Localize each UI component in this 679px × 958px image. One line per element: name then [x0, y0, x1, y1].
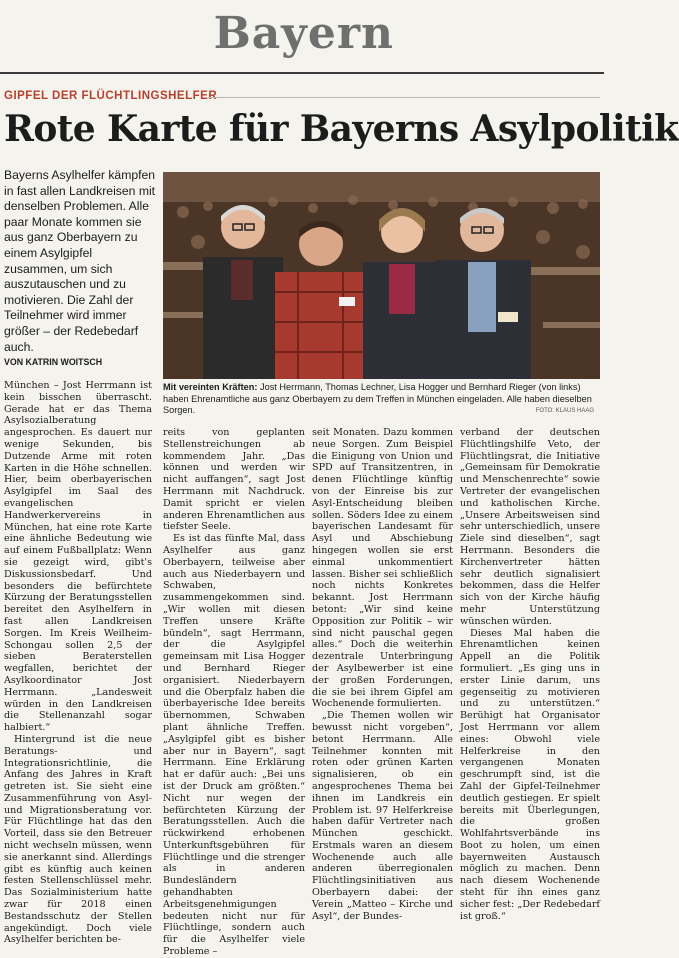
kicker-rule [208, 97, 600, 98]
article-column-2 [163, 427, 305, 958]
article-kicker: GIPFEL DER FLÜCHTLINGSHELFER [4, 90, 218, 102]
column-paragraph: Dieses Mal haben die Ehrenamtlichen keinen Appell an die Politik formuliert. „Es ging uns in erster Linie darum, uns gegenseitig zu motivieren und zu unterstützen.“ Berühigt hat Organisator Jost Herrmann vor allem eines: Obwohl viele Helferkreise in den vergangenen Monaten geschrumpft sind, ist die Zahl der Gipfel-Teilnehmer deutlich gestiegen. Er spielt bereits mit Überlegungen, die großen Wohlfahrtsverbände ins Boot zu holen, um einen bayernweiten Austausch möglich zu machen. Denn nach diesem Wochenende steht für ihn eines ganz sicher fest: „Der Redebedarf ist groß.“ [460, 627, 600, 922]
column-paragraph: reits von geplanten Stellenstreichungen ab kommendem Jahr. „Das können und werden wir nicht auffangen“, sagt Jost Herrmann mit Nachdruck. Damit spricht er vielen anderen Ehrenamtlichen aus tiefster Seele. [163, 427, 305, 533]
article-byline: VON KATRIN WOITSCH [4, 357, 103, 367]
column-paragraph: Hintergrund ist die neue Beratungs- und Integrationsrichtlinie, die Anfang des Jahres in Kraft getreten ist. Sie sieht eine Zusammenführung von Asyl- und Migrationsberatung vor. Für Flüchtlinge hat das den Vorteil, dass sie den Betreuer nicht wechseln müssen, wenn sie anerkannt sind. Allerdings gibt es künftig auch keinen festen Stellenschlüssel mehr. Das Sozialministerium hatte zwar für 2018 einen Bestandsschutz der Stellen angekündigt. Doch viele Asylhelfer berichten be- [4, 733, 152, 946]
column-paragraph: Es ist das fünfte Mal, dass Asylhelfer aus ganz Oberbayern, teilweise aber auch aus Niederbayern und Schwaben, zusammengekommen sind. „Wir wollen mit diesen Treffen unsere Kräfte bündeln“, sagt Herrmann, der die Asylgipfel gemeinsam mit Lisa Hogger und Bernhard Rieger organisiert. Niederbayern und die Oberpfalz haben die überbayerische Idee bereits übernommen, Schwaben plant ähnliche Treffen. „Asylgipfel gibt es bisher aber nur in Bayern“, sagt Herrmann. Eine Erklärung hat er dafür auch: „Bei uns ist der Druck am größten.“ Nicht nur wegen der befürchteten Kürzung der Beratungsstellen. Auch die rückwirkend erhobenen Unterkunftsgebühren für Flüchtlinge und die strenger als in anderen Bundesländern gehandhabten Arbeitsgenehmigungen bedeuten nicht nur für Flüchtlinge, sondern auch für die Asylhelfer viele Probleme – [163, 533, 305, 958]
column-paragraph: „Die Themen wollen wir bewusst nicht vorgeben“, betont Herrmann. Alle Teilnehmer konnten mit roten oder grünen Karten signalisieren, ob ein angesprochenes Thema bei ihnen im Landkreis ein Problem ist. 97 Helferkreise haben dafür Vertreter nach München geschickt. Erstmals waren an diesem Wochenende auch alle anderen überregionalen Flüchtlingsinitiativen aus Oberbayern dabei: der Verein „Matteo – Kirche und Asyl“, der Bundes- [312, 710, 453, 922]
section-header [0, 0, 604, 74]
column-paragraph: München – Jost Herrmann ist kein bisschen überrascht. Gerade hat er das Thema Asylsozialberatung angesprochen. Es dauert nur wenige Sekunden, bis Dutzende Arme mit roten Karten in die Höhe schnellen. Hier, beim oberbayerischen Asylgipfel im Saal des evangelischen Handwerkervereins in München, hat eine rote Karte eine ähnliche Bedeutung wie auf einem Fußballplatz: Wenn sie gezeigt wird, gibt's Diskussionsbedarf. Und besonders die befürchtete Kürzung der Beratungsstellen bereitet den Asylhelfern in fast allen Landkreisen Sorgen. Im Kreis Weilheim-Schongau sollen 2,5 der sieben Beraterstellen wegfallen, berichtet der Asylkoordinator Jost Herrmann. „Landesweit würden in den Landkreisen die Stellenanzahl sogar halbiert.“ [4, 380, 152, 734]
caption-bold: Mit vereinten Kräften: [163, 382, 258, 392]
photo-credit: FOTO: KLAUS HAAG [535, 408, 594, 414]
article-lead: Bayerns Asylhelfer kämpfen in fast allen Landkreisen mit denselben Problemen. Alle paar Monate kommen sie aus ganz Oberbayern zu einem Asylgipfel zusammen, um sich auszutauschen und zu motivieren. Die Zahl der Teilnehmer wird immer größer – der Redebedarf auch. [4, 168, 156, 354]
article-column-4 [460, 427, 600, 922]
article-column-1 [4, 380, 152, 946]
photo-illustration [163, 172, 600, 379]
article-column-3 [312, 427, 453, 922]
section-title: Bayern [213, 8, 394, 59]
article-headline: Rote Karte für Bayerns Asylpolitik [4, 108, 679, 150]
column-paragraph: verband der deutschen Flüchtlingshilfe Veto, der Flüchtlingsrat, die Initiative „Gemeinsam für Demokratie und Menschenrechte“ sowie Vertreter der evangelischen und katholischen Kirche. „Unsere Arbeitsweisen sind sehr unterschiedlich, unsere Ziele sind dieselben“, sagt Herrmann. Besonders die Kirchenvertreter hätten sehr deutlich signalisiert bekommen, dass die Helfer sich von der Kirche häufig mehr Unterstützung wünschen würden. [460, 427, 600, 627]
article-photo [163, 172, 600, 379]
photo-caption [163, 382, 600, 417]
caption-text: Jost Herrmann, Thomas Lechner, Lisa Hogger und Bernhard Rieger (von links) haben Ehrenamtliche aus ganz Oberbayern zu dem Treffen in München eingeladen. Alle haben dieselben Sorgen. [163, 382, 592, 416]
column-paragraph: seit Monaten. Dazu kommen neue Sorgen. Zum Beispiel die Einigung von Union und SPD auf Transitzentren, in denen Flüchtlinge künftig von der Einreise bis zur Asyl-Entscheidung bleiben sollen. Söders Idee zu einem bayerischen Landesamt für Asyl und Abschiebung hingegen wollen sie erst einmal unkommentiert lassen. Bisher sei schließlich noch nichts Konkretes bekannt. Jost Herrmann betont: „Wir sind keine Opposition zur Politik – wir sind nicht pauschal gegen alles.“ Doch die weiterhin dezentrale Unterbringung der Asylbewerber ist eine der großen Forderungen, die sie bei ihrem Gipfel am Wochenende formulierten. [312, 427, 453, 710]
